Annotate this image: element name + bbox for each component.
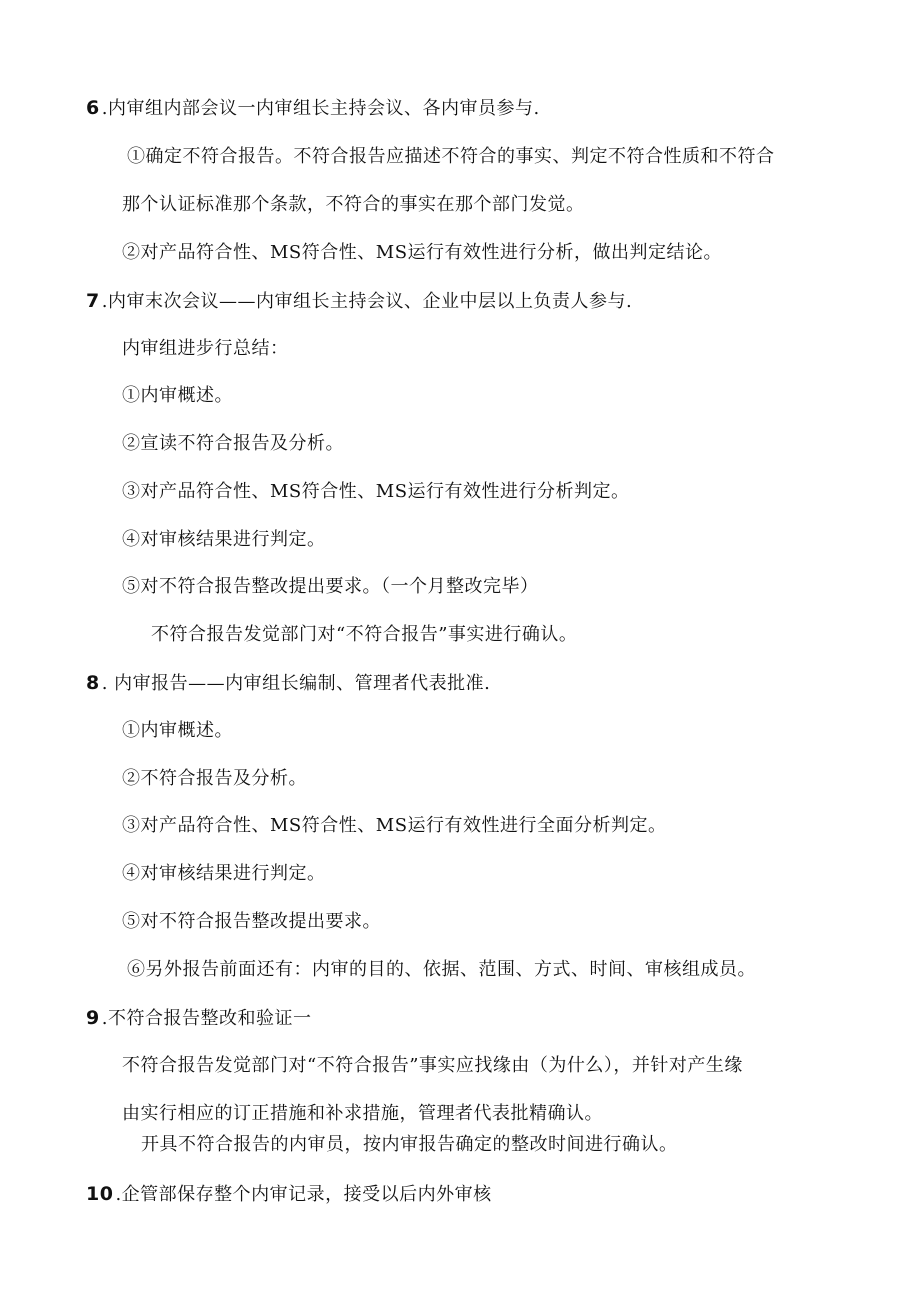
section-title: .内审末次会议——内审组长主持会议、企业中层以上负责人参与. <box>101 291 633 312</box>
list-item: ⑤对不符合报告整改提出要求。（一个月整改完毕） <box>122 576 539 597</box>
list-item: ④对审核结果进行判定。 <box>122 863 326 884</box>
section-number: 6 <box>86 97 100 119</box>
list-item: ①内审概述。 <box>122 720 233 741</box>
list-item: ③对产品符合性、MS符合性、MS运行有效性进行分析判定。 <box>122 481 630 502</box>
paragraph-line: ②对产品符合性、MS符合性、MS运行有效性进行分析，做出判定结论。 <box>122 242 723 263</box>
section-heading-7 <box>86 289 632 314</box>
section-title: . 内审报告——内审组长编制、管理者代表批准. <box>101 673 491 694</box>
paragraph-line: 由实行相应的订正措施和补求措施，管理者代表批精确认。 <box>122 1103 603 1124</box>
paragraph-line: 开具不符合报告的内审员，按内审报告确定的整改时间进行确认。 <box>141 1134 678 1155</box>
section-number: 8 <box>86 672 100 694</box>
section-title: .企管部保存整个内审记录，接受以后内外审核 <box>115 1184 492 1205</box>
section-number: 10 <box>86 1183 114 1205</box>
section-number: 9 <box>86 1007 100 1029</box>
paragraph-line: 不符合报告发觉部门对“不符合报告”事实进行确认。 <box>151 624 578 645</box>
section-number: 7 <box>86 290 100 312</box>
list-item: ③对产品符合性、MS符合性、MS运行有效性进行全面分析判定。 <box>122 815 667 836</box>
paragraph-line: 不符合报告发觉部门对“不符合报告”事实应找缘由（为什么），并针对产生缘 <box>122 1055 743 1076</box>
section-heading-10 <box>86 1182 492 1207</box>
list-item: ⑥另外报告前面还有：内审的目的、依据、范围、方式、时间、审核组成员。 <box>127 959 756 980</box>
section-heading-6 <box>86 96 540 121</box>
paragraph-line: ①确定不符合报告。不符合报告应描述不符合的事实、判定不符合性质和不符合 <box>127 146 775 167</box>
list-item: ⑤对不符合报告整改提出要求。 <box>122 911 381 932</box>
section-title: .内审组内部会议一内审组长主持会议、各内审员参与. <box>101 98 540 119</box>
list-item: ②宣读不符合报告及分析。 <box>122 433 344 454</box>
section-heading-9 <box>86 1006 311 1031</box>
section-title: .不符合报告整改和验证一 <box>101 1008 312 1029</box>
paragraph-line: 内审组进步行总结： <box>122 338 289 359</box>
list-item: ②不符合报告及分析。 <box>122 768 307 789</box>
list-item: ①内审概述。 <box>122 385 233 406</box>
section-heading-8 <box>86 671 490 696</box>
list-item: ④对审核结果进行判定。 <box>122 529 326 550</box>
paragraph-line: 那个认证标准那个条款，不符合的事实在那个部门发觉。 <box>122 194 585 215</box>
